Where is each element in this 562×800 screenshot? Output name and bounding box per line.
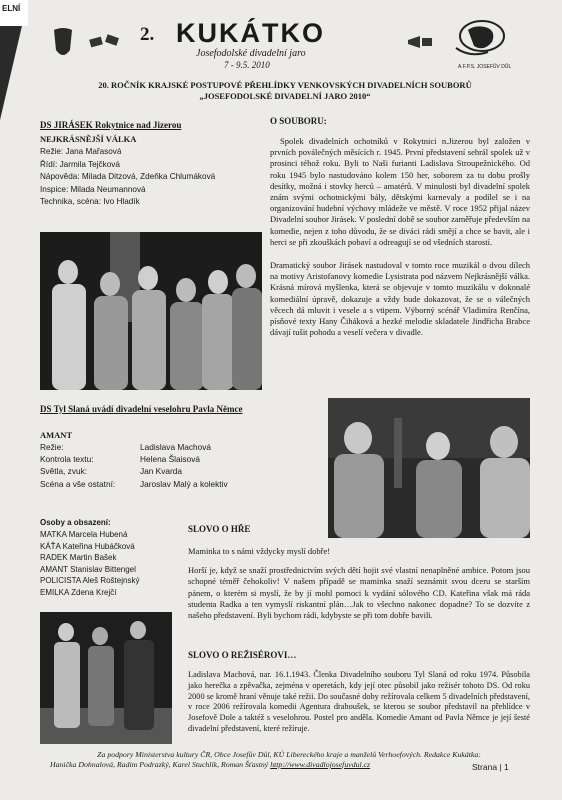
amant-credits xyxy=(40,430,330,489)
theatre-sign-icon xyxy=(88,32,122,50)
word-play-heading: SLOVO O HŘE xyxy=(188,524,251,534)
footer-sponsors: Za podpory Ministerstva kultury ČR, Obce Josefův Důl, KÚ Libereckého kraje a manželů Verhoefových. Redakce Kukátka: xyxy=(97,750,481,759)
word-play-section xyxy=(188,524,530,621)
cast-heading: Osoby a obsazení: xyxy=(40,518,111,527)
word-play-paragraph-2: Horší je, když se snaží prostřednictvím svých dětí hojit své vlastní nenaplněné ambice. Potom jsou schopné téměř čehokoliv! V našem případě se maminka snaží seznámit svou dceru se starším pánem, o kterém si myslí, že by jí mohl pomoci k vydání sólového CD. Kateřina však má ráda studenta Radka a ten vymyslí riskantní plán…Jak to všechno nakonec dopadne? To se dozvíte z našeho představení. Byli bychom rádi, kdybyste se při tom dobře bavili. xyxy=(188,565,530,621)
corner-tab: ELNÍ xyxy=(0,0,28,26)
newsletter-title: KUKÁTKO xyxy=(176,18,325,48)
credit-line: Inspice: Milada Neumannová xyxy=(40,184,146,194)
performance-photo-illustration xyxy=(40,232,262,390)
about-section xyxy=(270,116,530,338)
section-jirasek-heading: DS JIRÁSEK Rokytnice nad Jizerou xyxy=(40,120,182,130)
credits-grid xyxy=(40,442,330,489)
word-director-paragraph: Ladislava Machová, nar. 16.1.1943. Členka Divadelního souboru Tyl Slaná od roku 1974. Působila jako herečka a zpěvačka, zejména v operetách, kdy její otec působil jako režisér tohoto DS. Od roku 2000 se kromě hraní věnuje také režii. Do současné doby režírovala celkem 5 divadelních představení, v roce 2006 režírovala komedii Agentura drahoušek, se kterou se soubor představil na přehlídce v Josefově Dole a taktéž s veselohrou. Postel pro anděla. Komedie Amant od Pavla Němce je její šesté divadelní představení, které režíruje. xyxy=(188,670,530,733)
section-tyl xyxy=(40,404,330,414)
cast-member: KÁŤA Kateřina Hubáčková xyxy=(40,541,135,551)
play-title-amant: AMANT xyxy=(40,430,73,440)
festival-logo-caption: A.F.P.S. JOSEFŮV DŮL xyxy=(458,64,512,70)
banner-line-1: 20. ROČNÍK KRAJSKÉ POSTUPOVÉ PŘEHLÍDKY VENKOVSKÝCH DIVADELNÍCH SOUBORŮ xyxy=(98,80,472,90)
credit-line: Technika, scéna: Ivo Hladík xyxy=(40,197,140,206)
mask-logo-icon xyxy=(52,26,74,60)
cast-member: POLICISTA Aleš Roštejnský xyxy=(40,576,140,585)
cast-member: RADEK Martin Bašek xyxy=(40,553,117,562)
credit-line: Nápověda: Milada Ditzová, Zdeňka Chlumáková xyxy=(40,172,216,181)
photo-tyl-actresses xyxy=(328,398,530,538)
actresses-photo-illustration xyxy=(328,398,530,538)
footer-editors: Hanička Dohnalová, Radim Podrazký, Karel Stuchlík, Roman Šťastný xyxy=(50,760,269,769)
newsletter-subtitle: Josefodolské divadelní jaro xyxy=(196,48,306,59)
photo-tyl-stage xyxy=(40,612,172,744)
festival-banner xyxy=(40,80,530,102)
credit-line: Režie: Jana Mařasová xyxy=(40,147,122,156)
megaphone-icon xyxy=(406,34,436,50)
credit-role: Světla, zvuk: xyxy=(40,466,88,477)
credit-name: Ladislava Machová xyxy=(140,442,212,452)
footer-website-link[interactable]: http://www.divadlojosefuvdul.cz xyxy=(270,760,371,769)
issue-number: 2. xyxy=(140,24,155,45)
credit-role: Kontrola textu: xyxy=(40,454,94,465)
credit-role: Scéna a vše ostatní: xyxy=(40,478,116,489)
word-director-heading: SLOVO O REŽISÉROVI… xyxy=(188,650,297,660)
play-title-valka: NEJKRÁSNĚJŠÍ VÁLKA xyxy=(40,134,137,144)
credit-name: Jaroslav Malý a kolektiv xyxy=(140,478,228,489)
about-paragraph-1: Spolek divadelních ochotníků v Rokytnici n.Jizerou byl založen v prvních poválečných měsících r. 1945. První představení sehrál spolek už v prosinci téhož roku. Byli to Naši furianti Ladislava Stroupežnického. Od roku 1945 bylo nastudováno kolem 150 her, soborem za tu dobu prošly desítky, možná i stovky herců – amatérů. V minulosti byl divadelní spolek znám svými ochotnickými bály, dětskými karnevaly a podílel se i na organizování hudební výchovy mládeže ve městě. V roce 1952 přijal název Divadelní soubor Jirásek. V poslední době se soubor zaměřuje především na komedie, nejen z toho důvodu, že se diváci rádi smějí a chce se bavit, ale i herci se při zkouškách pobaví a odreagují se od všedních starostí. xyxy=(270,136,530,247)
photo-jirasek-performance xyxy=(40,232,262,390)
word-play-paragraph-1: Maminka to s námi vždycky myslí dobře! xyxy=(188,546,331,556)
section-tyl-heading: DS Tyl Slaná uvádí divadelní veselohru Pavla Němce xyxy=(40,404,243,414)
credit-name: Helena Šlaisová xyxy=(140,454,200,465)
credit-role: Režie: xyxy=(40,442,64,452)
page-number: Strana | 1 xyxy=(472,762,509,772)
cast-list xyxy=(40,518,180,598)
credit-name: Jan Kvarda xyxy=(140,466,182,477)
word-director-section xyxy=(188,650,530,735)
stage-photo-illustration xyxy=(40,612,172,744)
about-paragraph-2: Dramatický soubor Jirásek nastudoval v tomto roce muzikál o dvou dílech na motivy Aristofanovy komedie Lysistrata pod názvem Nejkrásnější válka. Krásná mírová myšlenka, která se objevuje v tomto muzikálu v dokonalé komediální úpravě, dokazuje a vždy bude dokazovat, že se o válečných věcech dá mluvit i vesele a s vtipem. Výborný scénář Vladimíra Renčína, písňové texty Hany Čiháková a hezké melodie skladatele Jindřicha Brabce dávají tušit pohodu a veselí večera v divadle. xyxy=(270,260,530,338)
cast-member: EMILKA Zdena Krejčí xyxy=(40,587,117,597)
credit-line: Řídí: Jarmila Tejčková xyxy=(40,159,120,169)
cast-member: AMANT Stanislav Bittengel xyxy=(40,564,136,574)
section-jirasek xyxy=(40,120,260,209)
footer xyxy=(44,750,534,770)
cast-member: MATKA Marcela Hubená xyxy=(40,530,128,539)
festival-dates: 7 - 9.5. 2010 xyxy=(224,60,270,70)
about-heading: O SOUBORU: xyxy=(270,116,327,126)
festival-face-logo xyxy=(448,18,510,64)
banner-line-2: „JOSEFODOLSKÉ DIVADELNÍ JARO 2010“ xyxy=(199,91,371,101)
masthead xyxy=(48,18,528,78)
